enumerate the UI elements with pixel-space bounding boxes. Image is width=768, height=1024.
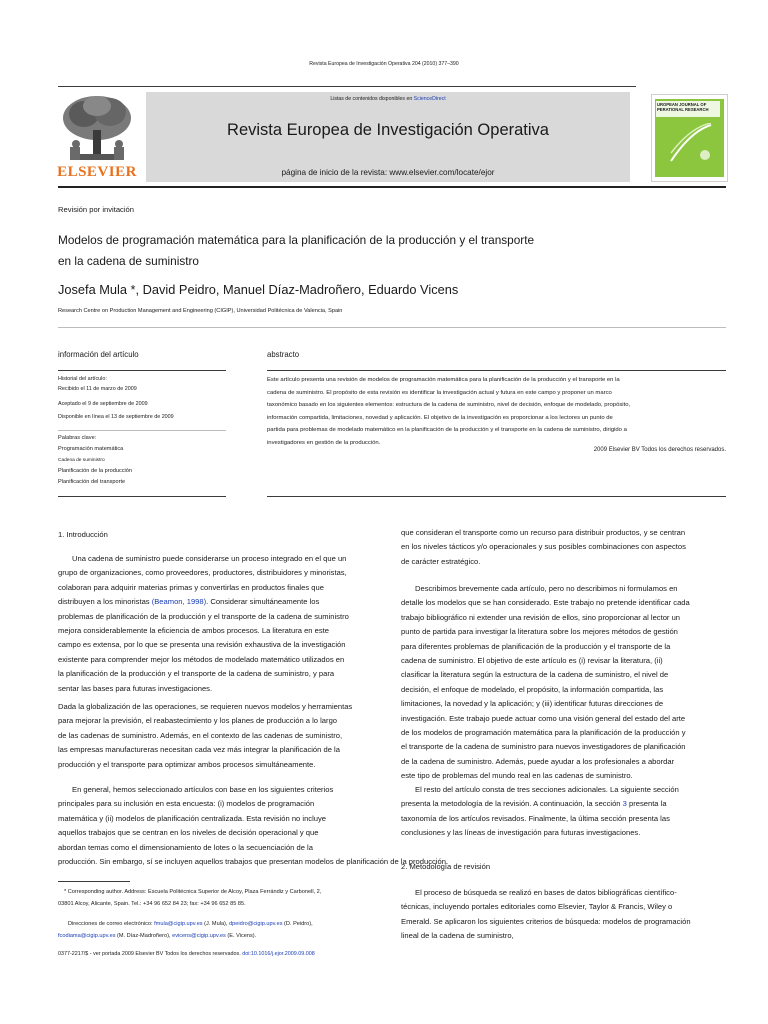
email-link[interactable]: evicens@cigip.upv.es: [172, 933, 226, 939]
abstract-line: taxonómico basado en los siguientes elementos: estructura de la cadena de suministro, nivel de decisión, enfoque de modelado, propósito,: [267, 402, 631, 408]
journal-citation: Revista Europea de Investigación Operativa 204 (2010) 377–390: [309, 61, 459, 67]
citation-link[interactable]: (Beamon, 1998): [151, 597, 207, 607]
issn-line: [58, 951, 418, 957]
abstract-line: Este artículo presenta una revisión de modelos de programación matemática para la planificación de la producción y el transporte en la: [267, 377, 620, 383]
email-label: Direcciones de correo electrónico:: [68, 921, 155, 927]
text-line: matemática y (ii) modelos de planificación centralizada. Esta revisión no incluye: [58, 813, 327, 823]
abstract-line: investigadores en gestión de la producción.: [267, 439, 381, 446]
elsevier-logo: [56, 92, 138, 182]
journal-title: Revista Europea de Investigación Operativa: [227, 121, 549, 139]
article-affiliation: Research Centre on Production Management and Engineering (CIGIP), Universidad Politécnica de Valencia, Spain: [58, 308, 343, 314]
right-paragraph-2: [401, 582, 731, 784]
text-line: detalle los modelos que se han considerado. Este trabajo no pretende identificar cada: [401, 598, 690, 608]
text-line: el transporte de la cadena de suministro para nuevos investigadores de planificación: [401, 742, 686, 752]
intro-paragraph-2: [58, 700, 398, 772]
abstract-text: [267, 374, 726, 449]
header-top-rule: [58, 86, 636, 87]
text-line: conclusiones y las líneas de investigación para futuras investigaciones.: [401, 828, 641, 838]
journal-cover: [651, 94, 728, 182]
text-line: existente para comprender mejor los métodos de modelado matemático utilizados en: [58, 654, 345, 664]
elsevier-wordmark: [56, 164, 138, 181]
article-title-line-2: en la cadena de suministro: [58, 254, 199, 268]
footnote-line: * Corresponding author. Address: Escuela Politécnica Superior de Alcoy, Plaza Ferrándiz y Carbonell, 2,: [64, 889, 322, 895]
right-paragraph-3: [401, 783, 731, 841]
article-history: [58, 374, 174, 422]
text-line: El proceso de búsqueda se realizó en bases de datos bibliográficas científico-: [415, 888, 677, 897]
text-line: Emerald. Se aplicaron los siguientes criterios de búsqueda: modelos de programación: [401, 916, 691, 926]
footnote-rule: [58, 881, 130, 882]
contents-availability: [146, 96, 630, 103]
email-link[interactable]: fmula@cigip.upv.es: [154, 921, 203, 927]
text-line: producción. Sin embargo, sí se incluyen aquellos trabajos que presentan modelos de planificación de la producción.: [58, 857, 449, 867]
article-info-bottom-rule: [58, 496, 226, 497]
intro-paragraph-1: [58, 552, 398, 696]
email-link[interactable]: dpeidro@cigip.upv.es: [229, 921, 283, 927]
abstract-line: cadena de suministro. El propósito de esta revisión es identificar la investigación actual y futura en este campo y proponer un marco: [267, 389, 612, 396]
contents-prefix: Listas de contenidos disponibles en: [330, 96, 414, 102]
text-line: de las cadenas de suministro. Además, en el contexto de las cadenas de suministro,: [58, 730, 343, 740]
text-line: colaboran para adquirir materias primas y convertirlas en productos finales que: [58, 582, 324, 592]
header-bottom-rule: [58, 186, 726, 188]
text-line: principales para su inclusión en esta encuesta: (i) modelos de programación: [58, 799, 315, 809]
text-line: trabajo bibliográfico ni extender una revisión de ellos, sino proporcionar al lector un: [401, 612, 681, 622]
text-line: abordan temas como el dimensionamiento de lotes o la secuenciación de la: [58, 842, 313, 852]
email-link[interactable]: fcodiama@cigip.upv.es: [58, 933, 116, 939]
abstract-copyright: 2009 Elsevier BV Todos los derechos reservados.: [593, 447, 726, 453]
right-paragraph-1: [401, 526, 731, 569]
article-authors: Josefa Mula *, David Peidro, Manuel Díaz-Madroñero, Eduardo Vicens: [58, 282, 459, 297]
keyword-item: Programación matemática: [58, 446, 124, 452]
text-line: técnicas, incluyendo portales editoriales como Elsevier, Taylor & Francis, Wiley o: [401, 902, 673, 912]
text-line: El resto del artículo consta de tres secciones adicionales. La siguiente sección: [415, 785, 679, 794]
text-line: en los niveles tácticos y/o operacionales y sus posibles combinaciones con aspectos: [401, 542, 686, 552]
right-paragraph-4: [401, 886, 731, 944]
corresponding-author-note: [58, 886, 398, 910]
keyword-item: Cadena de suministro: [58, 458, 105, 463]
text-line: de carácter estratégico.: [401, 556, 481, 566]
abstract-rule: [267, 370, 726, 371]
article-type: Revisión por invitación: [58, 205, 134, 214]
journal-homepage[interactable]: página de inicio de la revista: www.elsevier.com/locate/ejor: [281, 168, 495, 177]
text-line: mejora considerablemente la eficiencia de ambos procesos. La literatura en este: [58, 626, 329, 636]
affiliation-rule: [58, 327, 726, 328]
sciencedirect-link[interactable]: ScienceDirect: [413, 96, 446, 102]
text-line: que consideran el transporte como un recurso para distribuir productos, y se centran: [401, 528, 686, 537]
article-title: [58, 230, 534, 272]
text-line: de los modelos de programación matemática para la planificación de la producción y: [401, 728, 686, 738]
doi-link[interactable]: doi:10.1016/j.ejor.2009.09.008: [242, 951, 315, 957]
text-line: problemas de planificación de la producción y el transporte de la cadena de suministro: [58, 611, 349, 621]
text-line: sentar las bases para futuras investigaciones.: [58, 683, 213, 693]
abstract-line: partida para problemas de modelado matemático en la planificación de la producción y el transporte en la cadena de suministro, dirigido a: [267, 427, 627, 433]
cover-green-panel: [655, 99, 724, 177]
accepted-date: Aceptado el 9 de septiembre de 2009: [58, 401, 148, 407]
keywords-block: [58, 433, 132, 488]
text-line: distribuyen a los minoristas (Beamon, 1998). Considerar simultáneamente los: [58, 597, 320, 607]
abstract-heading: abstracto: [267, 350, 300, 359]
text-line: este tipo de problemas del mundo real en las cadenas de suministro.: [401, 771, 633, 781]
text-line: taxonomía de los artículos revisados. Finalmente, la última sección presenta las: [401, 813, 670, 823]
elsevier-text: ELSEVIER: [57, 164, 137, 180]
abstract-bottom-rule: [267, 496, 726, 497]
text-line: En general, hemos seleccionado artículos con base en los siguientes criterios: [72, 785, 334, 794]
keywords-label: Palabras clave:: [58, 435, 97, 441]
text-line: las empresas manufactureras necesitan cada vez más integrar la planificación de la: [58, 745, 340, 755]
text-line: Describimos brevemente cada artículo, pero no describimos ni formulamos en: [415, 584, 678, 593]
online-date: Disponible en línea el 13 de septiembre de 2009: [58, 414, 174, 420]
footnote-line: 03801 Alcoy, Alicante, Spain. Tel.: +34 96 652 84 23; fax: +34 96 652 85 85.: [58, 901, 246, 907]
text-line: producción y el transporte para optimizar ambos procesos simultáneamente.: [58, 759, 316, 769]
article-info-heading: información del artículo: [58, 350, 139, 359]
text-line: lineal de la cadena de suministro,: [401, 931, 514, 941]
keyword-item: Planificación del transporte: [58, 479, 126, 485]
text-line: para diferentes problemas de planificación de la producción y el transporte de la: [401, 641, 671, 651]
section-1-heading: 1. Introducción: [58, 530, 108, 539]
section-2-heading: 2. Metodología de revisión: [401, 862, 491, 871]
cover-graphic-icon: [669, 123, 713, 163]
text-line: la planificación de la producción y el transporte de la cadena de suministro, y para: [58, 669, 335, 679]
text-line: cadena de suministro. El objetivo de este artículo es (i) revisar la literatura, (ii): [401, 656, 663, 666]
text-line: para mejorar la previsión, el reabastecimiento y los planes de producción a lo largo: [58, 716, 338, 726]
text-line: Dada la globalización de las operaciones, se requieren nuevos modelos y herramientas: [58, 702, 353, 711]
email-addresses: Direcciones de correo electrónico: fmula@cigip.upv.es (J. Mula), dpeidro@cigip.upv.es (D. Peidro), fcodiama@cigip.upv.es (M. Díaz-Madroñero), evicens@cigip.upv.es (E. Vicens).: [58, 921, 313, 939]
text-line: de la cadena de suministro. Además, puede ayudar a los profesionales a abordar: [401, 756, 675, 766]
cover-title: UROPEAN JOURNAL OF PERATIONAL RESEARCH: [657, 102, 709, 112]
keyword-item: Planificación de la producción: [58, 468, 133, 474]
text-line: limitaciones, la novedad y la aplicación; y (iii) identificar futuras direcciones de: [401, 699, 664, 709]
text-line: punto de partida para investigar la literatura sobre los mejores métodos de gestión: [401, 627, 678, 637]
text-line: presenta la metodología de la revisión. A continuación, la sección 3 presenta la: [401, 799, 667, 809]
text-line: investigación. Este trabajo puede actuar como una visión general del estado del arte: [401, 713, 686, 723]
keywords-rule: [58, 430, 226, 431]
section-link[interactable]: 3: [622, 799, 627, 809]
text-line: campo es extensa, por lo que se presenta una revisión exhaustiva de la investigación: [58, 640, 346, 650]
text-line: clasificar la literatura según la estructura de la cadena de suministro, el nivel de: [401, 670, 669, 680]
issn-text: 0377-2217/$ - ver portada 2009 Elsevier BV Todos los derechos reservados.: [58, 951, 243, 957]
received-date: Recibido el 11 de marzo de 2009: [58, 386, 137, 392]
text-line: Una cadena de suministro puede considerarse un proceso integrado en el que un: [72, 554, 347, 563]
text-line: aquellos trabajos que se centran en los niveles de decisión operacional y que: [58, 828, 319, 838]
article-title-line-1: Modelos de programación matemática para la planificación de la producción y el transporte: [58, 233, 535, 247]
history-label: Historial del artículo:: [58, 376, 107, 382]
journal-header-band: [146, 92, 630, 182]
abstract-line: información compartida, limitaciones, novedad y aplicación. El objetivo de la investigación es proporcionar a los lectores un punto de: [267, 414, 613, 421]
article-info-rule: [58, 370, 226, 371]
text-line: grupo de organizaciones, como proveedores, productores, distribuidores y minoristas,: [58, 568, 347, 578]
text-line: decisión, el enfoque de modelado, el propósito, la información compartida, las: [401, 684, 664, 694]
